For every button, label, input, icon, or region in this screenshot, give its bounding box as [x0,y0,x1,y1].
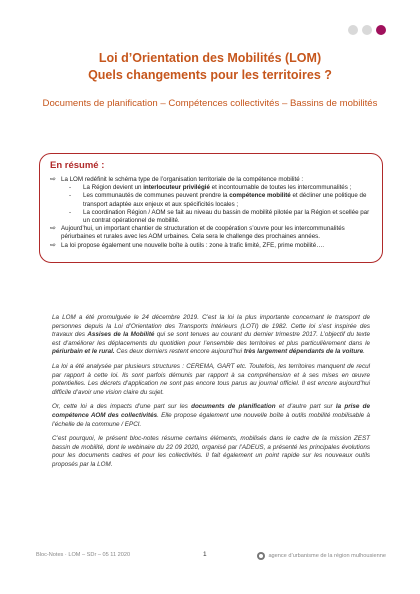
summary-sub-item [69,184,374,192]
sub-item-text: La Région devient un [83,184,144,192]
paragraph-text: . [363,348,365,356]
paragraph-text: Or, cette loi a des impacts d’une part sur les [52,403,192,411]
summary-item [50,225,374,241]
paragraph-text: . Elle propose également une nouvelle boîte à outils mobilité mobilisable à l’échelle de la commune / EPCI. [52,411,370,428]
dot-icon-3 [376,25,386,35]
sub-item-text: et décliner une politique de transport adaptée aux enjeux et aux spécificités locales ; [83,192,367,208]
paragraph-emphasis: très largement dépendants de la voiture [243,348,364,356]
page-number: 1 [203,551,207,558]
arrow-icon: ⇨ [50,225,56,233]
agency-logo-icon [257,552,265,560]
dot-icon-2 [362,25,372,35]
sub-item-text: La coordination Région / AOM se fait au niveau du bassin de mobilité pilotée par la Région et scellée par un contrat opérationnel de mobilité. [83,208,370,225]
header-dots [348,25,386,35]
page-title [30,50,390,84]
agency-name: agence d’urbanisme de la région mulhousienne [268,553,386,559]
summary-item-text: Aujourd’hui, un important chantier de structuration et de coopération s’ouvre pour les intercommunalités périurbaines et rurales avec les AOM urbaines. Cela sera le challenge des prochaines années. [61,225,345,241]
summary-title: En résumé : [50,160,105,171]
title-line-2: Quels changements pour les territoires ? [88,68,332,82]
summary-item [50,242,374,250]
title-line-1: Loi d’Orientation des Mobilités (LOM) [98,51,322,65]
summary-item-text: La LOM redéfinit le schéma type de l’organisation territoriale de la compétence mobilité : [61,176,304,183]
paragraph: La loi a été analysée par plusieurs structures : CEREMA, GART etc. Toutefois, les territoires manquent de recul par rapport à cette loi. Ils sont parfois démunis par rapport à sa compréhension et à ses mises en œuvre potentielles. Les décrets d’application ne sont pas encore tous parus au journal officiel. Il est encore aujourd’hui difficile d’avoir une vision claire du sujet. [52,362,370,396]
paragraph-text: et d’autre part sur [275,403,336,411]
arrow-icon: ⇨ [50,176,56,183]
footer-doc-info: Bloc-Notes · LOM – SDr – 05 11 2020 [36,552,131,558]
paragraph-emphasis: documents de planification [191,403,276,411]
summary-list [50,176,374,250]
page-subtitle: Documents de planification – Compétences collectivités – Bassins de mobilités [42,98,378,109]
dash-icon: - [69,192,72,200]
summary-item-text: La loi propose également une nouvelle boîte à outils : zone à trafic limité, ZFE, prime mobilité…. [61,241,325,249]
page-footer [36,550,386,562]
dash-icon: - [69,184,72,192]
paragraph-text: qui se sont tenues au courant du dernier trimestre 2017. L’objectif du texte est d’améliorer les déplacements du quotidien pour l’ensemble des territoires et plus particulièrement dans le [52,331,370,347]
summary-sub-list [61,184,374,225]
summary-item [50,176,374,225]
dash-icon: - [69,208,72,216]
summary-box [39,153,383,263]
sub-item-emphasis: interlocuteur privilégié [143,184,210,192]
paragraph [52,403,370,429]
body-text [52,314,370,476]
paragraph-emphasis: Assises de la Mobilité [87,331,155,339]
sub-item-text: Les communautés de communes peuvent prendre la [83,192,230,200]
sub-item-text: et incontournable de toutes les intercommunalités ; [209,184,352,192]
footer-agency [257,552,386,560]
paragraph-emphasis: périurbain et le rural. [52,348,115,356]
paragraph-text: Ces deux derniers restent encore aujourd’hui [114,348,244,356]
summary-sub-item [69,192,374,208]
arrow-icon: ⇨ [50,241,56,249]
sub-item-emphasis: compétence mobilité [229,192,291,200]
paragraph-text: La LOM a été promulguée le 24 décembre 2019. C’est la loi la plus importante concernant le transport de personnes depuis la Loi d’Orientation des Transports Intérieurs (LOTI) de 1982. Cette loi s’est inspirée des travaux des [52,314,370,339]
summary-sub-item [69,209,374,225]
paragraph [52,314,370,357]
dot-icon-1 [348,25,358,35]
paragraph: C’est pourquoi, le présent bloc-notes résume certains éléments, mobilisés dans le cadre de la mission ZEST bassin de mobilité, dont le webinaire du 22 09 2020, organisé par l’ADEUS, a présenté les principales évolutions pour les documents cadres et pour les collectivités. Il fait également un point rapide sur les nouveaux outils proposés par la LOM. [52,435,370,468]
paragraph-emphasis: la prise de compétence AOM des collectivités [52,403,370,419]
